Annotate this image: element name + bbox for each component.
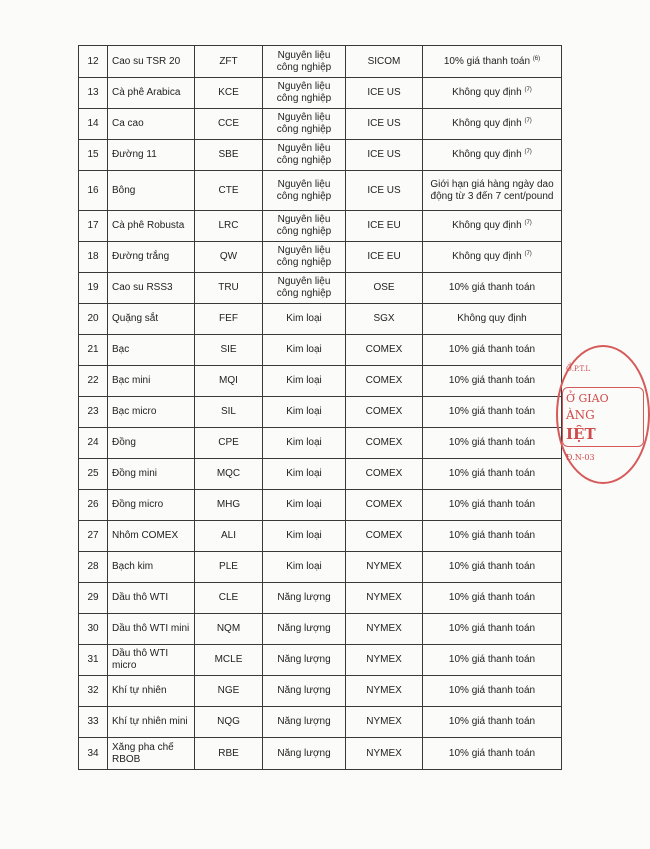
row-number: 17	[79, 211, 108, 242]
row-number: 16	[79, 171, 108, 211]
seal-text-line-4: IỆT	[566, 425, 596, 443]
commodity-group: Năng lượng	[263, 738, 346, 770]
commodity-name: Cà phê Robusta	[108, 211, 195, 242]
price-limit-text: Không quy định	[457, 313, 527, 324]
commodity-name: Đường 11	[108, 140, 195, 171]
price-limit-text: Giới hạn giá hàng ngày dao động từ 3 đến 7 cent/pound	[430, 178, 554, 202]
table-row	[79, 242, 562, 273]
exchange-name: COMEX	[346, 366, 423, 397]
commodity-name: Khí tự nhiên mini	[108, 707, 195, 738]
commodity-code: ZFT	[195, 46, 263, 78]
price-limit-text: 10% giá thanh toán	[448, 623, 536, 634]
exchange-name: NYMEX	[346, 645, 423, 676]
commodity-code: SBE	[195, 140, 263, 171]
exchange-name: ICE US	[346, 140, 423, 171]
price-limit	[423, 459, 562, 490]
footnote-ref: (7)	[524, 149, 532, 155]
price-limit	[423, 140, 562, 171]
exchange-name: NYMEX	[346, 676, 423, 707]
row-number: 30	[79, 614, 108, 645]
table-row	[79, 211, 562, 242]
price-limit-text: Không quy định	[452, 220, 522, 231]
price-limit-text: 10% giá thanh toán	[448, 499, 536, 510]
commodity-table	[78, 45, 562, 770]
commodity-name: Bông	[108, 171, 195, 211]
row-number: 33	[79, 707, 108, 738]
commodity-name: Cao su TSR 20	[108, 46, 195, 78]
table-row	[79, 109, 562, 140]
price-limit	[423, 583, 562, 614]
table-row	[79, 78, 562, 109]
row-number: 34	[79, 738, 108, 770]
table-row	[79, 366, 562, 397]
table-row	[79, 273, 562, 304]
exchange-name: ICE EU	[346, 211, 423, 242]
commodity-group: Nguyên liệu công nghiệp	[263, 242, 346, 273]
commodity-name: Đồng mini	[108, 459, 195, 490]
exchange-name: COMEX	[346, 490, 423, 521]
commodity-group: Nguyên liệu công nghiệp	[263, 109, 346, 140]
exchange-name: NYMEX	[346, 583, 423, 614]
commodity-group: Kim loại	[263, 428, 346, 459]
row-number: 14	[79, 109, 108, 140]
price-limit	[423, 78, 562, 109]
exchange-name: ICE US	[346, 171, 423, 211]
commodity-name: Bạch kim	[108, 552, 195, 583]
row-number: 20	[79, 304, 108, 335]
seal-text-line-2: Ở GIAO	[566, 392, 609, 405]
price-limit-text: Không quy định	[452, 251, 522, 262]
commodity-code: NQM	[195, 614, 263, 645]
exchange-name: COMEX	[346, 521, 423, 552]
table-row	[79, 583, 562, 614]
exchange-name: NYMEX	[346, 552, 423, 583]
commodity-group: Kim loại	[263, 552, 346, 583]
exchange-name: OSE	[346, 273, 423, 304]
commodity-code: KCE	[195, 78, 263, 109]
price-limit	[423, 552, 562, 583]
commodity-code: NQG	[195, 707, 263, 738]
commodity-name: Bạc micro	[108, 397, 195, 428]
price-limit	[423, 521, 562, 552]
commodity-code: LRC	[195, 211, 263, 242]
table-row	[79, 304, 562, 335]
price-limit-text: 10% giá thanh toán	[448, 375, 536, 386]
commodity-code: SIL	[195, 397, 263, 428]
row-number: 29	[79, 583, 108, 614]
price-limit-text: 10% giá thanh toán	[448, 747, 536, 759]
commodity-code: QW	[195, 242, 263, 273]
price-limit-text: 10% giá thanh toán	[448, 344, 536, 355]
row-number: 18	[79, 242, 108, 273]
commodity-name: Đồng micro	[108, 490, 195, 521]
table-row	[79, 140, 562, 171]
table-row	[79, 552, 562, 583]
commodity-group: Năng lượng	[263, 676, 346, 707]
commodity-group: Năng lượng	[263, 707, 346, 738]
commodity-group: Kim loại	[263, 304, 346, 335]
seal-text-line-3: ÀNG	[566, 408, 595, 422]
commodity-name: Ca cao	[108, 109, 195, 140]
price-limit	[423, 171, 562, 211]
commodity-group: Kim loại	[263, 490, 346, 521]
commodity-group: Nguyên liệu công nghiệp	[263, 78, 346, 109]
exchange-name: SICOM	[346, 46, 423, 78]
table-row	[79, 645, 562, 676]
commodity-group: Nguyên liệu công nghiệp	[263, 140, 346, 171]
commodity-group: Năng lượng	[263, 614, 346, 645]
table-row	[79, 676, 562, 707]
commodity-group: Nguyên liệu công nghiệp	[263, 273, 346, 304]
price-limit	[423, 676, 562, 707]
commodity-group: Kim loại	[263, 397, 346, 428]
exchange-name: ICE US	[346, 78, 423, 109]
commodity-code: ALI	[195, 521, 263, 552]
footnote-ref: (7)	[524, 220, 532, 226]
table-row	[79, 171, 562, 211]
table-row	[79, 738, 562, 770]
price-limit-text: Không quy định	[452, 118, 522, 129]
price-limit	[423, 46, 562, 78]
row-number: 19	[79, 273, 108, 304]
commodity-group: Kim loại	[263, 335, 346, 366]
footnote-ref: (6)	[532, 55, 541, 62]
price-limit-text: 10% giá thanh toán	[448, 592, 536, 603]
commodity-name: Cao su RSS3	[108, 273, 195, 304]
row-number: 25	[79, 459, 108, 490]
commodity-name: Dầu thô WTI mini	[108, 614, 195, 645]
seal-text-bottom: Đ.N-03	[566, 453, 595, 462]
row-number: 27	[79, 521, 108, 552]
exchange-name: COMEX	[346, 428, 423, 459]
row-number: 15	[79, 140, 108, 171]
price-limit	[423, 366, 562, 397]
price-limit	[423, 109, 562, 140]
commodity-code: NGE	[195, 676, 263, 707]
footnote-ref: (7)	[524, 118, 532, 124]
commodity-code: CTE	[195, 171, 263, 211]
exchange-name: ICE US	[346, 109, 423, 140]
commodity-code: TRU	[195, 273, 263, 304]
price-limit-text: 10% giá thanh toán	[448, 530, 536, 541]
commodity-name: Xăng pha chế RBOB	[108, 738, 195, 770]
row-number: 24	[79, 428, 108, 459]
commodity-table-body	[79, 46, 562, 770]
price-limit-text: 10% giá thanh toán	[448, 654, 536, 665]
commodity-name: Bạc mini	[108, 366, 195, 397]
commodity-group: Nguyên liệu công nghiệp	[263, 171, 346, 211]
commodity-group: Kim loại	[263, 521, 346, 552]
table-row	[79, 521, 562, 552]
commodity-code: PLE	[195, 552, 263, 583]
price-limit	[423, 211, 562, 242]
commodity-name: Đường trắng	[108, 242, 195, 273]
row-number: 31	[79, 645, 108, 676]
exchange-name: ICE EU	[346, 242, 423, 273]
exchange-name: COMEX	[346, 335, 423, 366]
price-limit-text: Không quy định	[452, 87, 522, 98]
price-limit-text: 10% giá thanh toán	[448, 685, 536, 696]
commodity-name: Dầu thô WTI micro	[108, 645, 195, 676]
commodity-name: Bạc	[108, 335, 195, 366]
price-limit	[423, 335, 562, 366]
price-limit	[423, 614, 562, 645]
commodity-name: Đồng	[108, 428, 195, 459]
commodity-group: Năng lượng	[263, 645, 346, 676]
row-number: 23	[79, 397, 108, 428]
commodity-name: Dầu thô WTI	[108, 583, 195, 614]
commodity-group: Kim loại	[263, 366, 346, 397]
table-row	[79, 459, 562, 490]
price-limit	[423, 738, 562, 770]
row-number: 12	[79, 46, 108, 78]
row-number: 13	[79, 78, 108, 109]
table-row	[79, 428, 562, 459]
table-row	[79, 46, 562, 78]
commodity-name: Quặng sắt	[108, 304, 195, 335]
commodity-code: CCE	[195, 109, 263, 140]
table-row	[79, 614, 562, 645]
row-number: 28	[79, 552, 108, 583]
footnote-ref: (7)	[524, 87, 532, 93]
commodity-name: Cà phê Arabica	[108, 78, 195, 109]
commodity-code: FEF	[195, 304, 263, 335]
table-row	[79, 335, 562, 366]
commodity-group: Nguyên liệu công nghiệp	[263, 46, 346, 78]
commodity-code: CPE	[195, 428, 263, 459]
company-seal	[556, 345, 650, 484]
price-limit	[423, 304, 562, 335]
row-number: 22	[79, 366, 108, 397]
commodity-code: RBE	[195, 738, 263, 770]
commodity-code: MQC	[195, 459, 263, 490]
commodity-name: Nhôm COMEX	[108, 521, 195, 552]
table-row	[79, 490, 562, 521]
exchange-name: NYMEX	[346, 738, 423, 770]
commodity-code: MHG	[195, 490, 263, 521]
price-limit	[423, 428, 562, 459]
exchange-name: COMEX	[346, 397, 423, 428]
row-number: 26	[79, 490, 108, 521]
commodity-code: MCLE	[195, 645, 263, 676]
price-limit-text: 10% giá thanh toán	[448, 437, 536, 448]
footnote-ref: (7)	[524, 251, 532, 257]
price-limit-text: Không quy định	[452, 149, 522, 160]
commodity-group: Nguyên liệu công nghiệp	[263, 211, 346, 242]
commodity-code: MQI	[195, 366, 263, 397]
price-limit	[423, 397, 562, 428]
row-number: 32	[79, 676, 108, 707]
price-limit	[423, 645, 562, 676]
price-limit-text: 10% giá thanh toán	[448, 468, 536, 479]
commodity-group: Kim loại	[263, 459, 346, 490]
price-limit	[423, 242, 562, 273]
price-limit-text: 10% giá thanh toán	[448, 716, 536, 727]
commodity-code: CLE	[195, 583, 263, 614]
table-row	[79, 707, 562, 738]
exchange-name: NYMEX	[346, 707, 423, 738]
price-limit-text: 10% giá thanh toán	[443, 55, 531, 67]
price-limit	[423, 490, 562, 521]
commodity-group: Năng lượng	[263, 583, 346, 614]
table-row	[79, 397, 562, 428]
exchange-name: COMEX	[346, 459, 423, 490]
price-limit-text: 10% giá thanh toán	[448, 282, 536, 293]
price-limit	[423, 273, 562, 304]
exchange-name: NYMEX	[346, 614, 423, 645]
commodity-name: Khí tự nhiên	[108, 676, 195, 707]
price-limit	[423, 707, 562, 738]
price-limit-text: 10% giá thanh toán	[448, 561, 536, 572]
commodity-code: SIE	[195, 335, 263, 366]
exchange-name: SGX	[346, 304, 423, 335]
seal-text-top: Ổ.P.T.L	[566, 365, 590, 373]
price-limit-text: 10% giá thanh toán	[448, 406, 536, 417]
row-number: 21	[79, 335, 108, 366]
